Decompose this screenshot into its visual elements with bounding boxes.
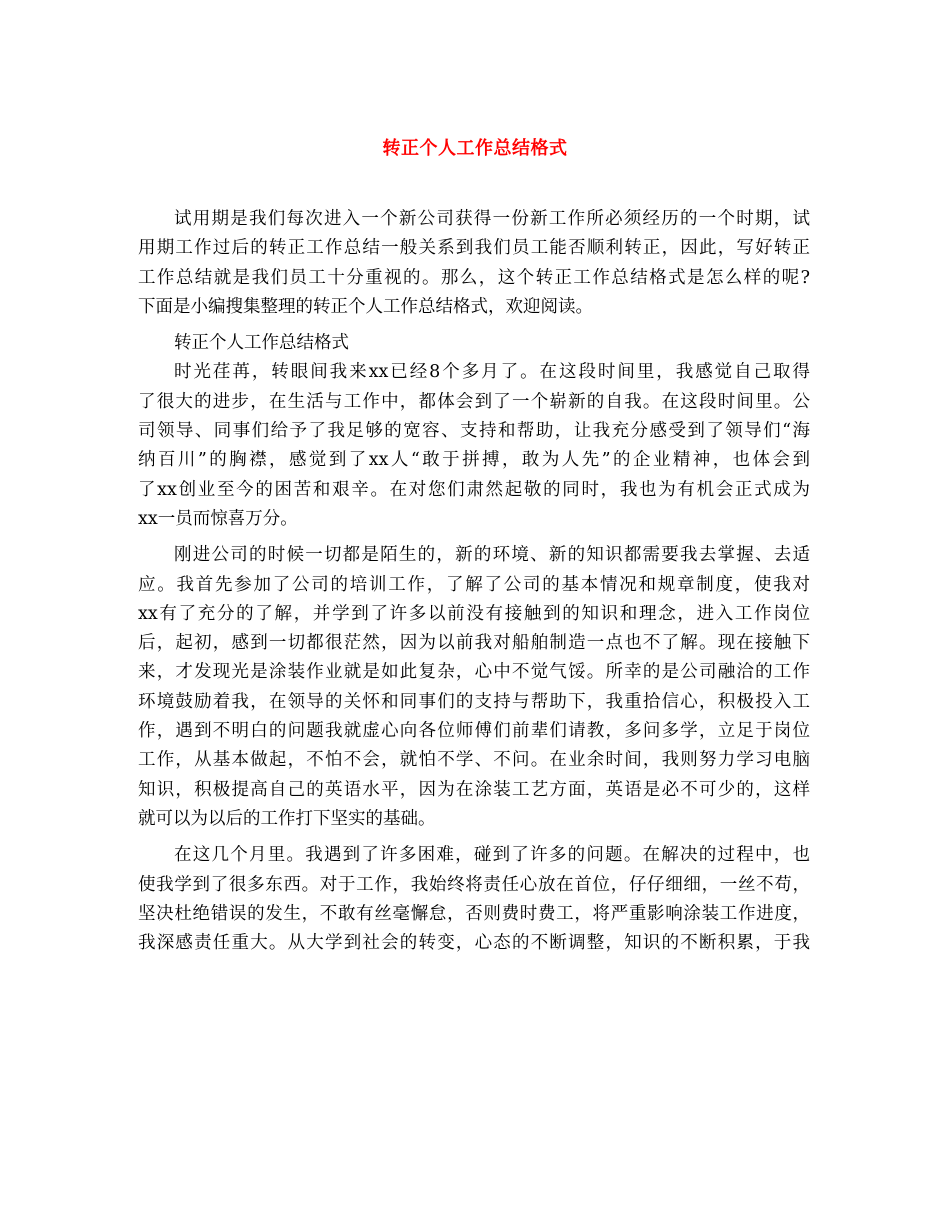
document-body <box>138 205 810 965</box>
paragraph-line: 工作，从基本做起，不怕不会，就怕不学、不问。在业余时间，我则努力学习电脑 <box>138 750 810 771</box>
paragraph-line: 司领导、同事们给予了我足够的宽容、支持和帮助，让我充分感受到了领导们“海 <box>138 421 810 442</box>
paragraph-months <box>138 841 810 958</box>
paragraph-line: xx有了充分的了解，并学到了许多以前没有接触到的知识和理念，进入工作岗位 <box>138 603 810 624</box>
paragraph-line: 刚进公司的时候一切都是陌生的，新的环境、新的知识都需要我去掌握、去适 <box>174 545 810 566</box>
paragraph-line: 作，遇到不明白的问题我就虚心向各位师傅们前辈们请教，多问多学，立足于岗位 <box>138 721 810 742</box>
paragraph-line: 使我学到了很多东西。对于工作，我始终将责任心放在首位，仔仔细细，一丝不苟， <box>138 874 810 895</box>
section-heading-text: 转正个人工作总结格式 <box>174 333 349 354</box>
paragraph-line: 我深感责任重大。从大学到社会的转变，心态的不断调整，知识的不断积累，于我 <box>138 933 810 954</box>
document-title: 转正个人工作总结格式 <box>382 138 568 159</box>
paragraph-line: 下面是小编搜集整理的转正个人工作总结格式，欢迎阅读。 <box>138 296 593 317</box>
paragraph-time <box>138 358 810 534</box>
paragraph-line: 应。我首先参加了公司的培训工作，了解了公司的基本情况和规章制度，使我对 <box>138 574 810 595</box>
paragraph-line: 了xx创业至今的困苦和艰辛。在对您们肃然起敬的同时，我也为有机会正式成为 <box>138 479 810 500</box>
paragraph-line: 就可以为以后的工作打下坚实的基础。 <box>138 808 436 829</box>
paragraph-line: 后，起初，感到一切都很茫然，因为以前我对船舶制造一点也不了解。现在接触下 <box>138 633 810 654</box>
paragraph-line: 来，才发现光是涂装作业就是如此复杂，心中不觉气馁。所幸的是公司融洽的工作 <box>138 662 810 683</box>
paragraph-line: 试用期是我们每次进入一个新公司获得一份新工作所必须经历的一个时期，试 <box>174 209 810 229</box>
paragraph-intro <box>138 205 810 322</box>
paragraph-line: 坚决杜绝错误的发生，不敢有丝毫懈怠，否则费时费工，将严重影响涂装工作进度， <box>138 903 810 924</box>
paragraph-line: 知识，积极提高自己的英语水平，因为在涂装工艺方面，英语是必不可少的，这样 <box>138 779 810 800</box>
paragraph-line: 工作总结就是我们员工十分重视的。那么，这个转正工作总结格式是怎么样的呢? <box>138 267 810 288</box>
section-heading <box>138 329 810 358</box>
paragraph-line: 用期工作过后的转正工作总结一般关系到我们员工能否顺利转正，因此，写好转正 <box>138 238 810 259</box>
paragraph-line: 时光荏苒，转眼间我来xx已经8个多月了。在这段时间里，我感觉自己取得 <box>174 362 810 383</box>
paragraph-line: 了很大的进步，在生活与工作中，都体会到了一个崭新的自我。在这段时间里。公 <box>138 391 810 412</box>
paragraph-line: 环境鼓励着我，在领导的关怀和同事们的支持与帮助下，我重拾信心，积极投入工 <box>138 691 810 712</box>
paragraph-line: 纳百川”的胸襟，感觉到了xx人“敢于拼搏，敢为人先”的企业精神，也体会到 <box>138 450 810 471</box>
paragraph-start <box>138 541 810 834</box>
paragraph-line: 在这几个月里。我遇到了许多困难，碰到了许多的问题。在解决的过程中，也 <box>174 845 810 866</box>
paragraph-line: xx一员而惊喜万分。 <box>138 508 298 529</box>
